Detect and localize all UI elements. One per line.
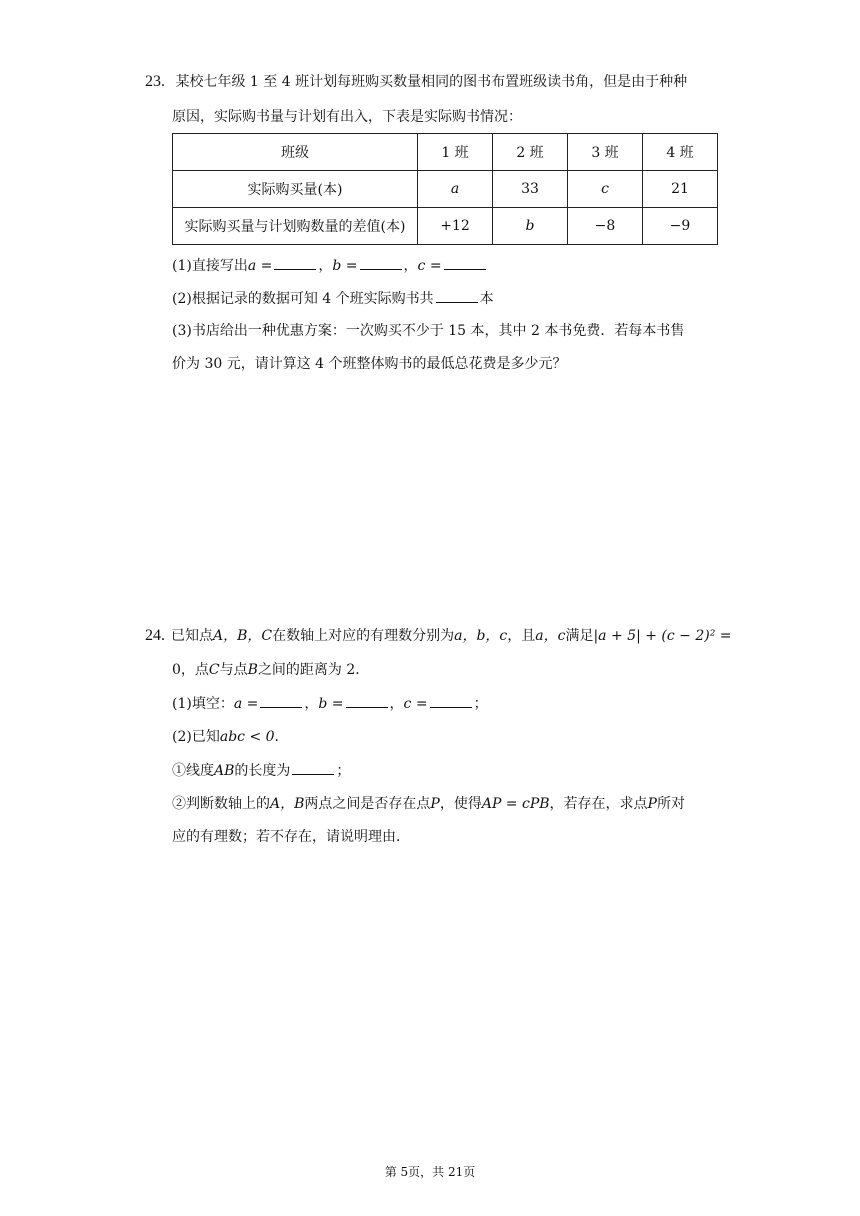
text: ，使得: [439, 796, 482, 812]
math-expr: a，c: [535, 628, 566, 644]
math-expr: c =: [417, 258, 442, 274]
math-expr: b =: [318, 696, 344, 712]
part-label: (1)直接写出: [172, 258, 248, 274]
math-expr: B: [247, 662, 258, 678]
part-label: ①线度: [172, 763, 214, 779]
separator: ，: [403, 258, 418, 274]
question-23-stem-cont: 原因，实际购书量与计划有出入，下表是实际购书情况：: [172, 109, 522, 125]
question-24-sub-2: [172, 794, 685, 814]
text: ，若存在，求点: [549, 796, 648, 812]
question-24-stem: [145, 626, 732, 646]
separator: ；: [473, 696, 488, 712]
question-24-part-2: [172, 727, 289, 747]
question-24-sub-1: [172, 760, 350, 781]
table-cell: 2 班: [493, 134, 568, 171]
table-cell: −9: [643, 208, 718, 245]
table-cell: 1 班: [418, 134, 493, 171]
question-24-sub-2-cont: 应的有理数；若不存在，请说明理由．: [172, 829, 410, 845]
math-expr: C: [208, 662, 220, 678]
part-label: (2)已知: [172, 729, 220, 745]
text: 满足: [565, 628, 594, 644]
text: 0，点: [172, 662, 209, 678]
math-expr: a，b，c: [454, 628, 508, 644]
answer-blank[interactable]: [292, 760, 334, 775]
table-cell: a: [418, 171, 493, 208]
question-23-part-3-cont: 价为 30 元，请计算这 4 个班整体购书的最低总花费是多少元？: [172, 356, 567, 372]
separator: ；: [336, 763, 351, 779]
question-24-part-1: [172, 693, 488, 714]
math-expr: P: [647, 796, 657, 812]
table-cell: +12: [418, 208, 493, 245]
question-number: 23.: [145, 73, 165, 90]
math-expr: AP = cPB: [481, 796, 550, 812]
part-label: (1)填空：: [172, 696, 234, 712]
answer-blank[interactable]: [430, 693, 472, 708]
table-cell: 实际购买量与计划购数量的差值(本): [173, 208, 418, 245]
page-footer: 第 5页，共 21页: [384, 1165, 476, 1179]
table-header-row: [173, 134, 718, 171]
question-number: 24.: [145, 627, 165, 644]
separator: ，: [304, 696, 319, 712]
math-expr: |a + 5| + (c − 2)² =: [593, 628, 732, 644]
separator: ．: [274, 729, 289, 745]
table-cell: 4 班: [643, 134, 718, 171]
table-row: [173, 171, 718, 208]
table-cell: 33: [493, 171, 568, 208]
table-row: [173, 208, 718, 245]
question-text: 某校七年级 1 至 4 班计划每班购买数量相同的图书布置班级读书角，但是由于种种: [175, 74, 688, 90]
math-expr: b =: [332, 258, 358, 274]
table-cell: −8: [568, 208, 643, 245]
math-expr: abc < 0: [219, 729, 275, 745]
text: 的长度为: [234, 763, 291, 779]
answer-blank[interactable]: [274, 255, 316, 270]
answer-blank[interactable]: [346, 693, 388, 708]
separator: ，: [318, 258, 333, 274]
text: 与点: [219, 662, 248, 678]
math-expr: A，B: [270, 796, 305, 812]
separator: ，: [389, 696, 404, 712]
question-23-stem: [145, 72, 687, 92]
table-cell: 实际购买量(本): [173, 171, 418, 208]
table-cell: 21: [643, 171, 718, 208]
text: 在数轴上对应的有理数分别为: [272, 628, 455, 644]
text: 两点之间是否存在点: [304, 796, 431, 812]
math-expr: P: [430, 796, 440, 812]
table-cell: c: [568, 171, 643, 208]
text: ，且: [507, 628, 536, 644]
question-23-part-3: (3)书店给出一种优惠方案：一次购买不少于 15 本，其中 2 本书免费．若每本书售: [172, 323, 685, 339]
answer-blank[interactable]: [360, 255, 402, 270]
text: 所对: [656, 796, 685, 812]
answer-blank[interactable]: [436, 288, 478, 303]
text: 已知点: [171, 628, 213, 644]
table-cell: b: [493, 208, 568, 245]
part-suffix: 本: [479, 291, 494, 307]
answer-blank[interactable]: [260, 693, 302, 708]
math-expr: A，B，C: [213, 628, 273, 644]
table-cell: 班级: [173, 134, 418, 171]
math-expr: AB: [214, 763, 235, 779]
math-expr: c =: [403, 696, 428, 712]
question-23-part-1: [172, 255, 488, 276]
answer-blank[interactable]: [444, 255, 486, 270]
table-cell: 3 班: [568, 134, 643, 171]
text: 之间的距离为 2．: [257, 662, 370, 678]
math-expr: a =: [233, 696, 259, 712]
math-expr: a =: [247, 258, 273, 274]
purchase-table: [172, 133, 718, 245]
part-label: (2)根据记录的数据可知 4 个班实际购书共: [172, 291, 434, 307]
question-23-part-2: [172, 288, 494, 309]
question-24-stem-cont: [172, 660, 369, 680]
part-label: ②判断数轴上的: [172, 796, 270, 812]
